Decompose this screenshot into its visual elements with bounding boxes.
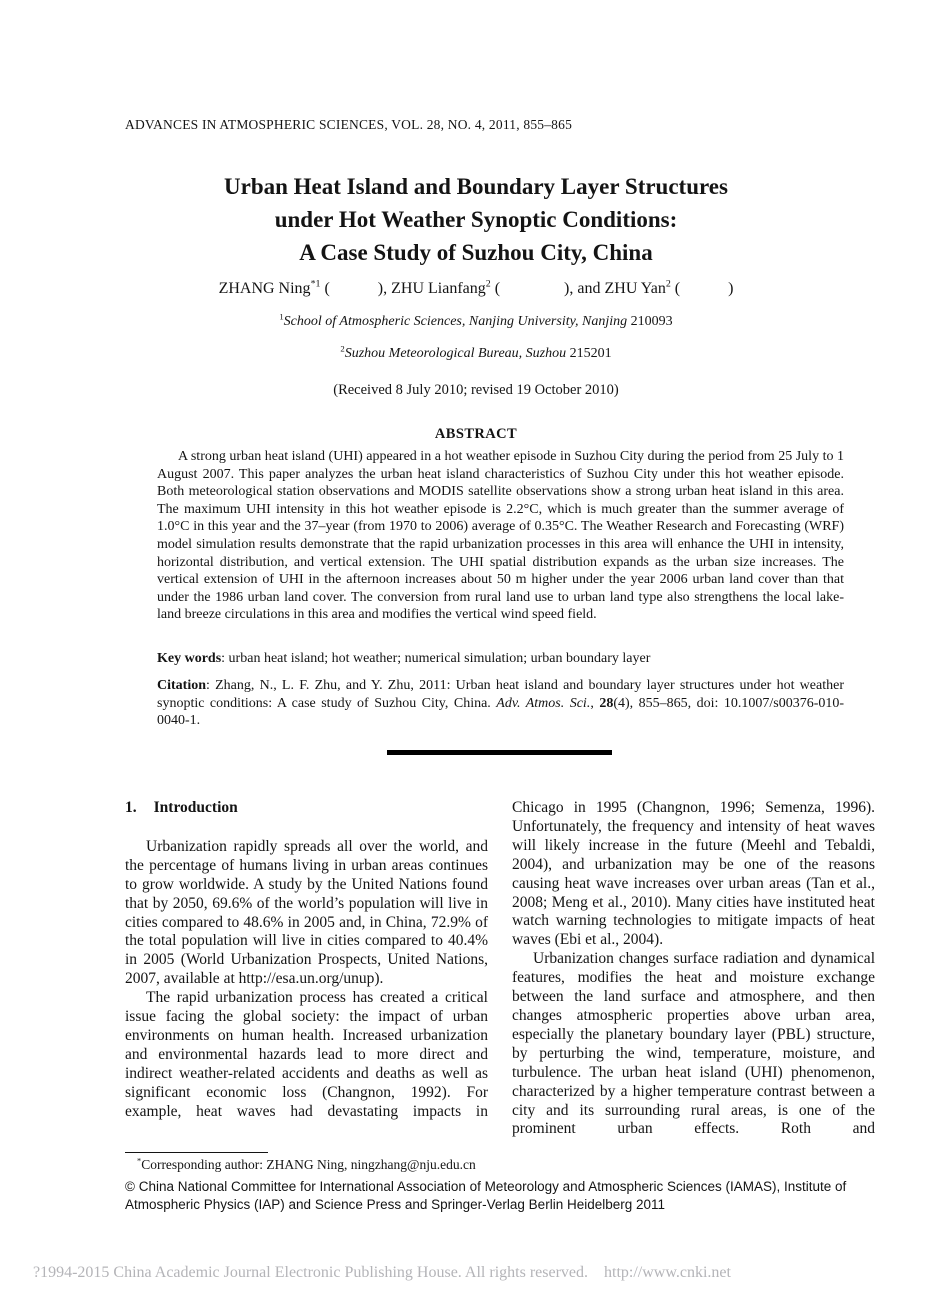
watermark-text: ?1994-2015 China Academic Journal Electronic Publishing House. All rights reserved. — [33, 1264, 588, 1281]
citation-pre-text: : Zhang, N., L. F. Zhu, and Y. Zhu, 2011: Urban heat island and boundary layer structures under hot weather synoptic conditions: A case study of Suzhou City, China. — [157, 678, 844, 711]
citation-separator: , — [590, 695, 600, 711]
title-line-1: Urban Heat Island and Boundary Layer Structures — [224, 174, 728, 199]
author-3-superscript: 2 — [665, 278, 671, 290]
author-1-superscript: *1 — [310, 278, 321, 290]
left-column — [125, 799, 488, 1139]
copyright-symbol: © — [125, 1179, 139, 1194]
author-name-3: ZHU Yan — [604, 280, 666, 297]
copyright-text: China National Committee for International Association of Meteorology and Atmospheric Sciences (IAMAS), Institute of Atmospheric Physics (IAP) and Science Press and Springer-Verlag Berlin Heidelberg 2011 — [125, 1179, 847, 1212]
footnote-asterisk: * — [137, 1156, 142, 1166]
affiliation-2-superscript: 2 — [340, 343, 345, 354]
affiliation-1 — [101, 311, 851, 330]
affiliation-1-superscript: 1 — [279, 311, 284, 322]
citation-journal-name: Adv. Atmos. Sci. — [496, 695, 591, 711]
author-2-cjk-parens: ( ) — [490, 280, 570, 297]
keywords-block — [157, 650, 844, 668]
keywords-text: : urban heat island; hot weather; numerical simulation; urban boundary layer — [221, 651, 651, 666]
title-line-2: under Hot Weather Synoptic Conditions: — [274, 207, 678, 232]
intro-paragraph-1: Urbanization rapidly spreads all over the world, and the percentage of humans living in urban areas continues to grow worldwide. A study by the United Nations found that by 2050, 69.6% of the world’s population will live in cities compared to 48.6% in 2005 and, in China, 72.9% of the total population will live in cities compared to 40.4% in 2005 (World Urbanization Prospects, United Nations, 2007, available at http://esa.un.org/unup). — [125, 837, 488, 988]
author-separator-2: , and — [569, 280, 605, 297]
paper-title — [101, 170, 851, 269]
author-3-cjk-parens: ( ) — [670, 280, 734, 297]
affiliation-1-text: School of Atmospheric Sciences, Nanjing University, Nanjing — [283, 314, 628, 329]
watermark-url: http://www.cnki.net — [604, 1264, 731, 1281]
copyright-notice — [125, 1178, 877, 1213]
section-1-title: Introduction — [153, 799, 238, 816]
title-line-3: A Case Study of Suzhou City, China — [299, 240, 653, 265]
abstract-heading: ABSTRACT — [434, 426, 518, 442]
author-name-1: ZHANG Ning — [218, 280, 311, 297]
affiliation-2-text: Suzhou Meteorological Bureau, Suzhou — [344, 346, 567, 361]
corresponding-author-text: Corresponding author: ZHANG Ning, ningzhang@nju.edu.cn — [141, 1157, 476, 1172]
abstract-text: A strong urban heat island (UHI) appeared in a hot weather episode in Suzhou City during the period from 25 July to 1 August 2007. This paper analyzes the urban heat island characteristics of Suzhou City under this hot weather episode. Both meteorological station observations and MODIS satellite observations show a strong urban heat island in this area. The maximum UHI intensity in this hot weather episode is 2.2°C, which is much greater than the summer average of 1.0°C in this year and the 37–year (from 1970 to 2006) average of 0.35°C. The Weather Research and Forecasting (WRF) model simulation results demonstrate that the rapid urbanization processes in this area will enhance the UHI in intensity, horizontal distribution, and vertical extension. The UHI spatial distribution expands as the urban size increases. The vertical extension of UHI in the afternoon increases about 50 m higher under the year 2006 urban land cover than that under the 1986 urban land cover. The conversion from rural land use to urban land type also strengthens the local lake-land breeze circulations in this area and modifies the vertical wind speed field. — [157, 449, 844, 623]
citation-label: Citation — [157, 678, 206, 693]
affiliation-2-postcode: 215201 — [566, 346, 612, 361]
citation-volume: 28 — [599, 695, 614, 711]
journal-header-line: ADVANCES IN ATMOSPHERIC SCIENCES, VOL. 28, NO. 4, 2011, 855–865 — [125, 117, 573, 132]
section-1-number: 1. — [125, 799, 137, 816]
right-column — [512, 799, 875, 1139]
author-2-superscript: 2 — [485, 278, 491, 290]
affiliation-1-postcode: 210093 — [627, 314, 673, 329]
intro-paragraph-3: Chicago in 1995 (Changnon, 1996; Semenza, 1996). Unfortunately, the frequency and intensity of heat waves will likely increase in the future (Meehl and Tebaldi, 2004), and urbanization may be one of the reasons causing heat wave increases over urban areas (Tan et al., 2008; Meng et al., 2010). Many cities have instituted heat watch warning technologies to mitigate impacts of heat waves (Ebi et al., 2004). — [512, 799, 875, 949]
corresponding-author-footnote — [137, 1157, 476, 1173]
section-1-heading — [125, 799, 488, 818]
intro-paragraph-2: The rapid urbanization process has created a critical issue facing the global society: the impact of urban environments on human health. Increased urbanization and environmental hazards lead to more direct and indirect weather-related accidents and deaths as well as significant economic loss (Changnon, 1992). For example, heat waves had devastating impacts in — [125, 989, 488, 1120]
footnote-divider-line — [125, 1152, 268, 1153]
author-name-2: ZHU Lianfang — [391, 280, 486, 297]
keywords-label: Key words — [157, 651, 222, 666]
citation-post-text: (4), 855–865, doi: 10.1007/s00376-010-0040-1. — [157, 695, 845, 729]
cnki-watermark — [33, 1264, 731, 1282]
author-1-cjk-parens: ( ) — [320, 280, 384, 297]
intro-paragraph-4: Urbanization changes surface radiation and dynamical features, modifies the heat and moisture exchange between the land surface and atmosphere, and then changes atmospheric properties above urban area, especially the planetary boundary layer (PBL) structure, by perturbing the wind, temperature, moisture, and turbulence. The urban heat island (UHI) phenomenon, characterized by a higher temperature contrast between a city and its surrounding rural areas, is one of the prominent urban effects. Roth and — [512, 950, 875, 1138]
two-column-body — [125, 799, 876, 1139]
section-divider-bar — [387, 750, 612, 755]
citation-block — [157, 677, 844, 730]
author-separator-1: , — [383, 280, 392, 297]
affiliation-2 — [101, 343, 851, 362]
received-revised-line: (Received 8 July 2010; revised 19 October 2010) — [333, 382, 619, 398]
author-line — [101, 280, 851, 298]
